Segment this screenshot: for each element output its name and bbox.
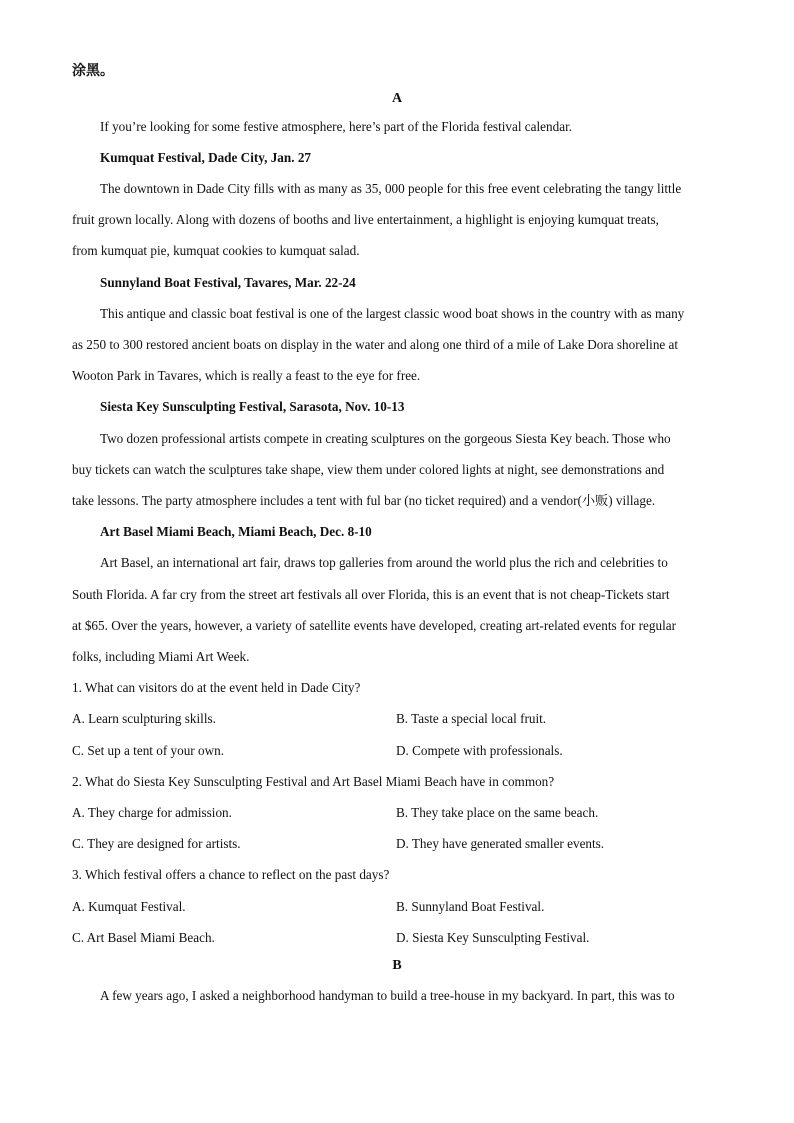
paragraph-line: buy tickets can watch the sculptures take shape, view them under colored lights at night, see demonstrations and <box>72 462 665 477</box>
paragraph-line: This antique and classic boat festival is one of the largest classic wood boat shows in the country with as many <box>100 306 685 321</box>
section-b-title: B <box>392 958 402 973</box>
paragraph-line: Two dozen professional artists compete in creating sculptures on the gorgeous Siesta Key beach. Those who <box>100 431 671 446</box>
festival-heading-sunnyland: Sunnyland Boat Festival, Tavares, Mar. 22-24 <box>100 275 356 290</box>
paragraph-line: fruit grown locally. Along with dozens of booths and live entertainment, a highlight is enjoying kumquat treats, <box>72 212 659 227</box>
option-3d: D. Siesta Key Sunsculpting Festival. <box>396 930 590 945</box>
option-1a: A. Learn sculpturing skills. <box>72 711 216 726</box>
paragraph-line: at $65. Over the years, however, a variety of satellite events have developed, creating art-related events for regular <box>72 618 676 633</box>
section-a-title: A <box>391 91 403 106</box>
option-2c: C. They are designed for artists. <box>72 836 241 851</box>
paragraph-line: as 250 to 300 restored ancient boats on display in the water and along one third of a mile of Lake Dora shoreline at <box>72 337 679 352</box>
option-1c: C. Set up a tent of your own. <box>72 743 225 758</box>
festival-heading-art-basel: Art Basel Miami Beach, Miami Beach, Dec. 8-10 <box>100 524 372 539</box>
festival-heading-siesta: Siesta Key Sunsculpting Festival, Sarasota, Nov. 10-13 <box>100 399 405 414</box>
paragraph-line: The downtown in Dade City fills with as many as 35, 000 people for this free event celebrating the tangy little <box>100 181 682 196</box>
festival-heading-kumquat: Kumquat Festival, Dade City, Jan. 27 <box>100 150 312 165</box>
paragraph-line: folks, including Miami Art Week. <box>72 649 250 664</box>
paragraph-line: Art Basel, an international art fair, draws top galleries from around the world plus the rich and celebrities to <box>100 555 668 570</box>
question-stem-2: 2. What do Siesta Key Sunsculpting Festival and Art Basel Miami Beach have in common? <box>72 774 555 789</box>
paragraph-line: from kumquat pie, kumquat cookies to kumquat salad. <box>72 243 360 258</box>
option-2a: A. They charge for admission. <box>72 805 232 820</box>
paragraph-line: South Florida. A far cry from the street art festivals all over Florida, this is an event that is not cheap-Tickets start <box>72 587 670 602</box>
option-3c: C. Art Basel Miami Beach. <box>72 930 215 945</box>
section-a-intro: If you’re looking for some festive atmosphere, here’s part of the Florida festival calendar. <box>100 119 573 134</box>
option-1d: D. Compete with professionals. <box>396 743 563 758</box>
option-3b: B. Sunnyland Boat Festival. <box>396 899 545 914</box>
question-stem-1: 1. What can visitors do at the event held in Dade City? <box>72 680 361 695</box>
option-2d: D. They have generated smaller events. <box>396 836 605 851</box>
header-prefix: 涂黑。 <box>72 64 114 79</box>
section-b-first-line: A few years ago, I asked a neighborhood handyman to build a tree-house in my backyard. In part, this was to <box>100 988 675 1003</box>
question-stem-3: 3. Which festival offers a chance to reflect on the past days? <box>72 867 390 882</box>
option-1b: B. Taste a special local fruit. <box>396 711 547 726</box>
paragraph-line: take lessons. The party atmosphere includes a tent with ful bar (no ticket required) and a vendor(小贩) village. <box>72 493 656 508</box>
option-2b: B. They take place on the same beach. <box>396 805 599 820</box>
option-3a: A. Kumquat Festival. <box>72 899 186 914</box>
paragraph-line: Wooton Park in Tavares, which is really a feast to the eye for free. <box>72 368 421 383</box>
